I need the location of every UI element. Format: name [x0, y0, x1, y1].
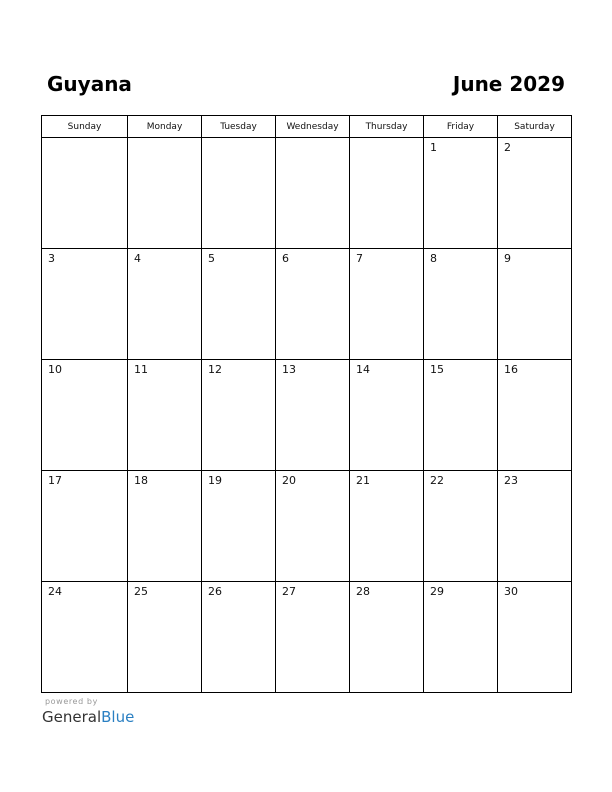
day-cell: [424, 471, 498, 582]
day-cell: [128, 249, 202, 360]
calendar-grid: [41, 115, 572, 693]
day-number: 5: [208, 252, 215, 265]
day-cell: [42, 471, 128, 582]
day-cell: [42, 249, 128, 360]
day-number: 17: [48, 474, 62, 487]
weekday-header: Monday: [128, 116, 202, 138]
day-number: 9: [504, 252, 511, 265]
day-cell: [202, 360, 276, 471]
day-cell: [128, 360, 202, 471]
weekday-header: Sunday: [42, 116, 128, 138]
footer-branding: [42, 697, 134, 726]
day-number: 26: [208, 585, 222, 598]
day-cell: [42, 360, 128, 471]
weekday-header: Tuesday: [202, 116, 276, 138]
day-cell: [350, 138, 424, 249]
day-cell: [128, 471, 202, 582]
day-number: 25: [134, 585, 148, 598]
powered-by-text: powered by: [45, 697, 98, 706]
day-cell: [42, 582, 128, 693]
day-cell: [42, 138, 128, 249]
day-number: 10: [48, 363, 62, 376]
day-cell: [202, 471, 276, 582]
day-number: 1: [430, 141, 437, 154]
day-number: 24: [48, 585, 62, 598]
day-cell: [350, 582, 424, 693]
day-cell: [350, 249, 424, 360]
weekday-header: Friday: [424, 116, 498, 138]
day-number: 7: [356, 252, 363, 265]
day-number: 11: [134, 363, 148, 376]
day-number: 23: [504, 474, 518, 487]
day-cell: [424, 360, 498, 471]
day-number: [202, 138, 275, 142]
day-cell: [424, 249, 498, 360]
day-cell: [350, 360, 424, 471]
weekday-header: Wednesday: [276, 116, 350, 138]
day-number: [42, 138, 127, 142]
day-cell: [498, 138, 572, 249]
day-cell: [424, 138, 498, 249]
day-number: 19: [208, 474, 222, 487]
day-cell: [202, 249, 276, 360]
day-cell: [128, 582, 202, 693]
country-title: Guyana: [47, 72, 132, 96]
day-cell: [276, 471, 350, 582]
weekday-header: Thursday: [350, 116, 424, 138]
day-number: 28: [356, 585, 370, 598]
day-cell: [202, 582, 276, 693]
day-cell: [498, 249, 572, 360]
day-number: 15: [430, 363, 444, 376]
month-year-title: June 2029: [452, 72, 565, 96]
day-number: 3: [48, 252, 55, 265]
day-number: 14: [356, 363, 370, 376]
day-cell: [276, 249, 350, 360]
week-row: [42, 582, 572, 693]
day-number: 16: [504, 363, 518, 376]
day-number: 22: [430, 474, 444, 487]
day-cell: [202, 138, 276, 249]
day-cell: [276, 582, 350, 693]
day-number: 29: [430, 585, 444, 598]
day-number: 20: [282, 474, 296, 487]
day-cell: [276, 360, 350, 471]
week-row: [42, 249, 572, 360]
weekday-header: Saturday: [498, 116, 572, 138]
day-number: 13: [282, 363, 296, 376]
weekday-header-row: [42, 116, 572, 138]
brand-logo[interactable]: [42, 708, 134, 726]
day-number: [128, 138, 201, 142]
day-number: [276, 138, 349, 142]
day-cell: [276, 138, 350, 249]
day-number: 6: [282, 252, 289, 265]
day-cell: [498, 471, 572, 582]
brand-general-text: General: [42, 708, 102, 726]
day-number: 18: [134, 474, 148, 487]
day-cell: [498, 582, 572, 693]
day-cell: [498, 360, 572, 471]
day-number: 4: [134, 252, 141, 265]
day-cell: [128, 138, 202, 249]
week-row: [42, 471, 572, 582]
week-row: [42, 360, 572, 471]
week-row: [42, 138, 572, 249]
day-cell: [424, 582, 498, 693]
day-cell: [350, 471, 424, 582]
day-number: 30: [504, 585, 518, 598]
day-number: [350, 138, 423, 142]
day-number: 8: [430, 252, 437, 265]
day-number: 2: [504, 141, 511, 154]
brand-blue-text: Blue: [101, 708, 135, 726]
day-number: 27: [282, 585, 296, 598]
day-number: 21: [356, 474, 370, 487]
day-number: 12: [208, 363, 222, 376]
